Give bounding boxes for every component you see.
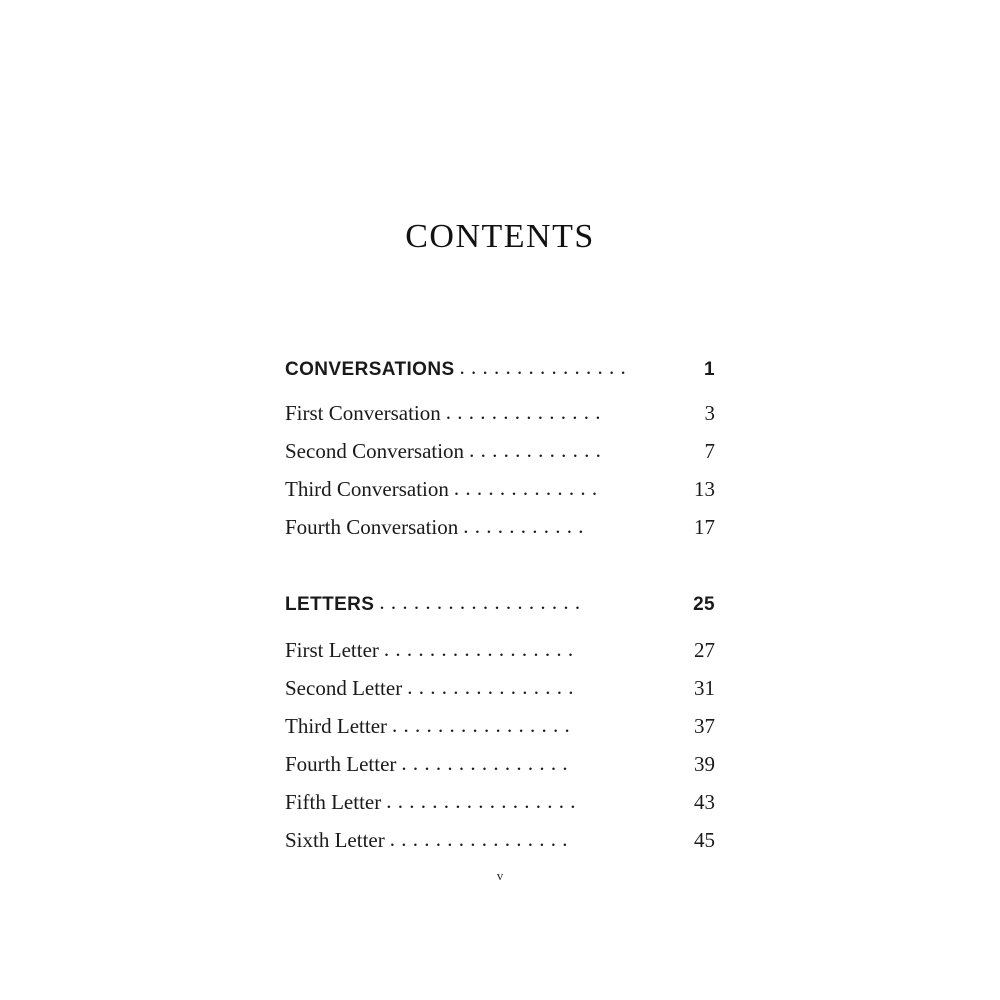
toc-entry-label: First Letter — [285, 638, 379, 662]
toc-entry-second-conversation[interactable] — [285, 439, 715, 464]
toc-entry-fifth-letter[interactable] — [285, 790, 715, 815]
toc-leader-dots: . . . . . . . . . . . — [463, 516, 584, 537]
toc-entry-page: 17 — [694, 515, 715, 539]
toc-entry-third-conversation[interactable] — [285, 477, 715, 502]
toc-leader-dots: . . . . . . . . . . . . — [469, 440, 602, 461]
page-title-text: CONTENTS — [405, 218, 595, 255]
toc-section-label: CONVERSATIONS — [285, 359, 455, 380]
toc-entry-page: 39 — [694, 752, 715, 776]
toc-entry-label: Sixth Letter — [285, 828, 385, 852]
toc-leader-dots: . . . . . . . . . . . . . . — [445, 402, 601, 423]
toc-entry-page: 13 — [694, 477, 715, 501]
toc-leader-dots: . . . . . . . . . . . . . — [453, 478, 598, 499]
toc-leader-dots: . . . . . . . . . . . . . . . — [407, 677, 574, 698]
toc-entry-page: 43 — [694, 790, 715, 814]
toc-entry-third-letter[interactable] — [285, 714, 715, 739]
toc-entry-label: Second Letter — [285, 676, 403, 700]
toc-entry-sixth-letter[interactable] — [285, 828, 715, 853]
toc-section-letters[interactable] — [285, 593, 715, 616]
toc-leader-dots: . . . . . . . . . . . . . . . — [459, 357, 627, 378]
toc-section-conversations[interactable] — [285, 358, 715, 381]
toc-leader-dots: . . . . . . . . . . . . . . . . . — [383, 639, 574, 660]
toc-section-page: 25 — [693, 594, 715, 615]
toc-entry-page: 31 — [694, 676, 715, 700]
toc-entry-label: Fifth Letter — [285, 790, 382, 814]
toc-entry-label: Fourth Letter — [285, 752, 397, 776]
toc-entry-label: Third Letter — [285, 714, 388, 738]
toc-entry-fourth-letter[interactable] — [285, 752, 715, 777]
toc-entry-label: Fourth Conversation — [285, 515, 459, 539]
toc-leader-dots: . . . . . . . . . . . . . . . . . . — [379, 592, 581, 613]
toc-entry-label: Second Conversation — [285, 439, 465, 463]
toc-leader-dots: . . . . . . . . . . . . . . . . — [389, 829, 568, 850]
page-folio: v — [496, 868, 504, 883]
toc-entry-second-letter[interactable] — [285, 676, 715, 701]
toc-section-label: LETTERS — [285, 594, 375, 615]
table-of-contents — [285, 358, 715, 866]
toc-leader-dots: . . . . . . . . . . . . . . . — [401, 753, 569, 774]
toc-entry-first-letter[interactable] — [285, 638, 715, 663]
toc-entry-label: First Conversation — [285, 401, 441, 425]
toc-entry-label: Third Conversation — [285, 477, 449, 501]
toc-entry-first-conversation[interactable] — [285, 401, 715, 426]
toc-entry-page: 7 — [704, 439, 715, 463]
toc-entry-page: 45 — [694, 828, 715, 852]
toc-entry-fourth-conversation[interactable] — [285, 515, 715, 540]
toc-leader-dots: . . . . . . . . . . . . . . . . — [392, 715, 571, 736]
toc-entry-page: 27 — [694, 638, 715, 662]
toc-entry-page: 3 — [704, 401, 715, 425]
toc-section-page: 1 — [704, 359, 715, 380]
toc-leader-dots: . . . . . . . . . . . . . . . . . — [386, 791, 576, 812]
page-title — [0, 218, 1000, 256]
section-divider-space — [285, 553, 715, 593]
toc-entry-page: 37 — [694, 714, 715, 738]
